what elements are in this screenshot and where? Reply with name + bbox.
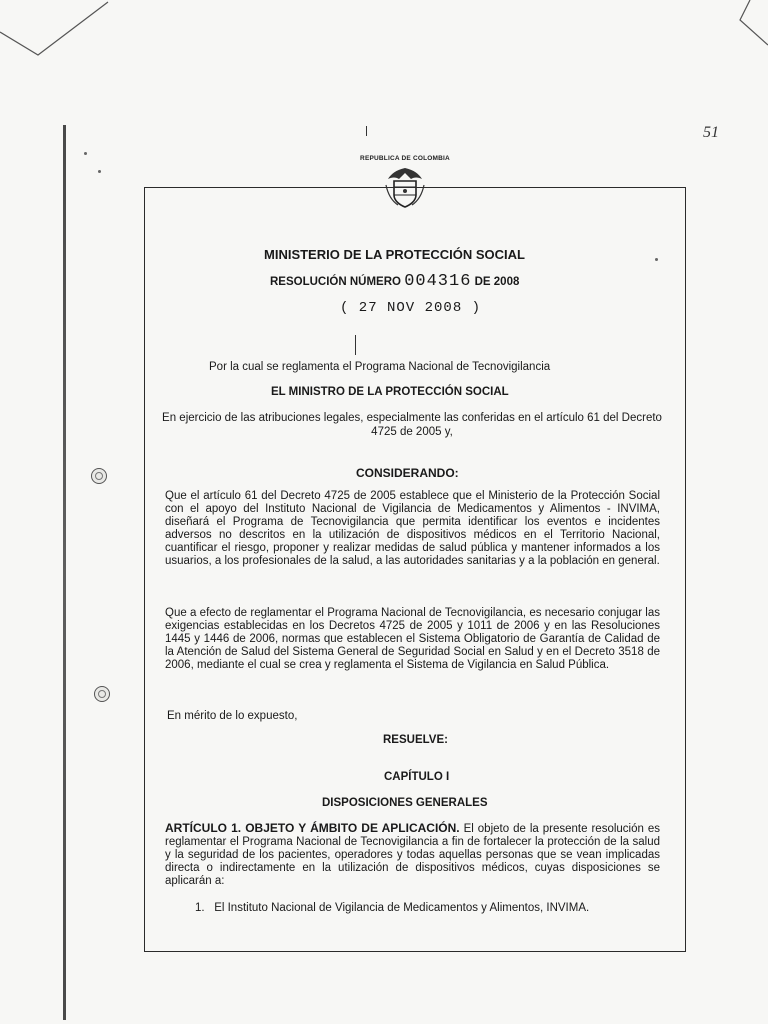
merito-text: En mérito de lo expuesto,: [167, 710, 298, 722]
list-item: [195, 902, 589, 914]
scan-stroke: [366, 126, 367, 136]
scan-speck: [84, 152, 87, 155]
resolucion-line: [270, 272, 519, 291]
resolucion-number-stamp: 004316: [404, 272, 472, 291]
list-item-number: 1.: [195, 902, 205, 914]
considerando-paragraph-1: Que el artículo 61 del Decreto 4725 de 2005 establece que el Ministerio de la Protección Social con el apoyo del Instituto Nacional de Vigilancia de Medicamentos y Alimentos - INVIMA, diseñará el Programa de Tecnovigilancia que permita identificar los eventos e incidentes adversos no descritos en la utilización de dispositivos médicos en el Territorio Nacional, cuantificar el riesgo, proponer y realizar medidas de salud pública y mantener informados a los usuarios, a los profesionales de la salud, a las autoridades sanitarias y a la población en general.: [165, 490, 660, 567]
capitulo-heading: CAPÍTULO I: [384, 771, 450, 783]
resolucion-date-stamp: ( 27 NOV 2008 ): [340, 300, 482, 316]
scan-speck: [98, 170, 101, 173]
list-item-text: El Instituto Nacional de Vigilancia de Medicamentos y Alimentos, INVIMA.: [214, 902, 590, 914]
articulo-1-text: El objeto de la presente resolución es reglamentar el Programa Nacional de Tecnovigilancia a fin de fortalecer la protección de la salud y la seguridad de los pacientes, operadores y todas aquellas personas que se vean implicadas directa o indirectamente en la utilización de dispositivos médicos, cuyas disposiciones se aplicarán a:: [165, 823, 660, 887]
articulo-1-paragraph: [165, 822, 660, 888]
scan-left-edge: [63, 125, 66, 1020]
ejercicio-text: En ejercicio de las atribuciones legales, especialmente las conferidas en el artículo 61 del Decreto 4725 de 2005 y,: [162, 412, 662, 438]
por-la-cual-text: Por la cual se reglamenta el Programa Nacional de Tecnovigilancia: [209, 361, 551, 373]
resolucion-label: RESOLUCIÓN NÚMERO: [270, 276, 401, 288]
considerando-heading: CONSIDERANDO:: [356, 466, 459, 480]
resolucion-year: DE 2008: [474, 276, 520, 288]
el-ministro-heading: EL MINISTRO DE LA PROTECCIÓN SOCIAL: [271, 386, 509, 398]
disposiciones-heading: DISPOSICIONES GENERALES: [322, 797, 488, 809]
punch-hole-icon: [91, 468, 107, 484]
punch-hole-icon: [94, 686, 110, 702]
page-fold-corner-right: [718, 0, 768, 60]
page-fold-corner: [0, 0, 110, 70]
articulo-1-heading: ARTÍCULO 1. OBJETO Y ÁMBITO DE APLICACIÓN.: [165, 821, 460, 835]
handwritten-page-mark: 51: [703, 124, 719, 141]
resuelve-heading: RESUELVE:: [383, 734, 448, 746]
republica-label: REPUBLICA DE COLOMBIA: [360, 155, 450, 162]
ministerio-title: MINISTERIO DE LA PROTECCIÓN SOCIAL: [264, 247, 525, 262]
considerando-paragraph-2: Que a efecto de reglamentar el Programa Nacional de Tecnovigilancia, es necesario conjugar las exigencias establecidas en los Decretos 4725 de 2005 y 1011 de 2006 y en las Resoluciones 1445 y 1446 de 2006, normas que establecen el Sistema Obligatorio de Garantía de Calidad de la Atención de Salud del Sistema General de Seguridad Social en Salud y en el Decreto 3518 de 2006, mediante el cual se crea y reglamenta el Sistema de Vigilancia en Salud Pública.: [165, 607, 660, 671]
